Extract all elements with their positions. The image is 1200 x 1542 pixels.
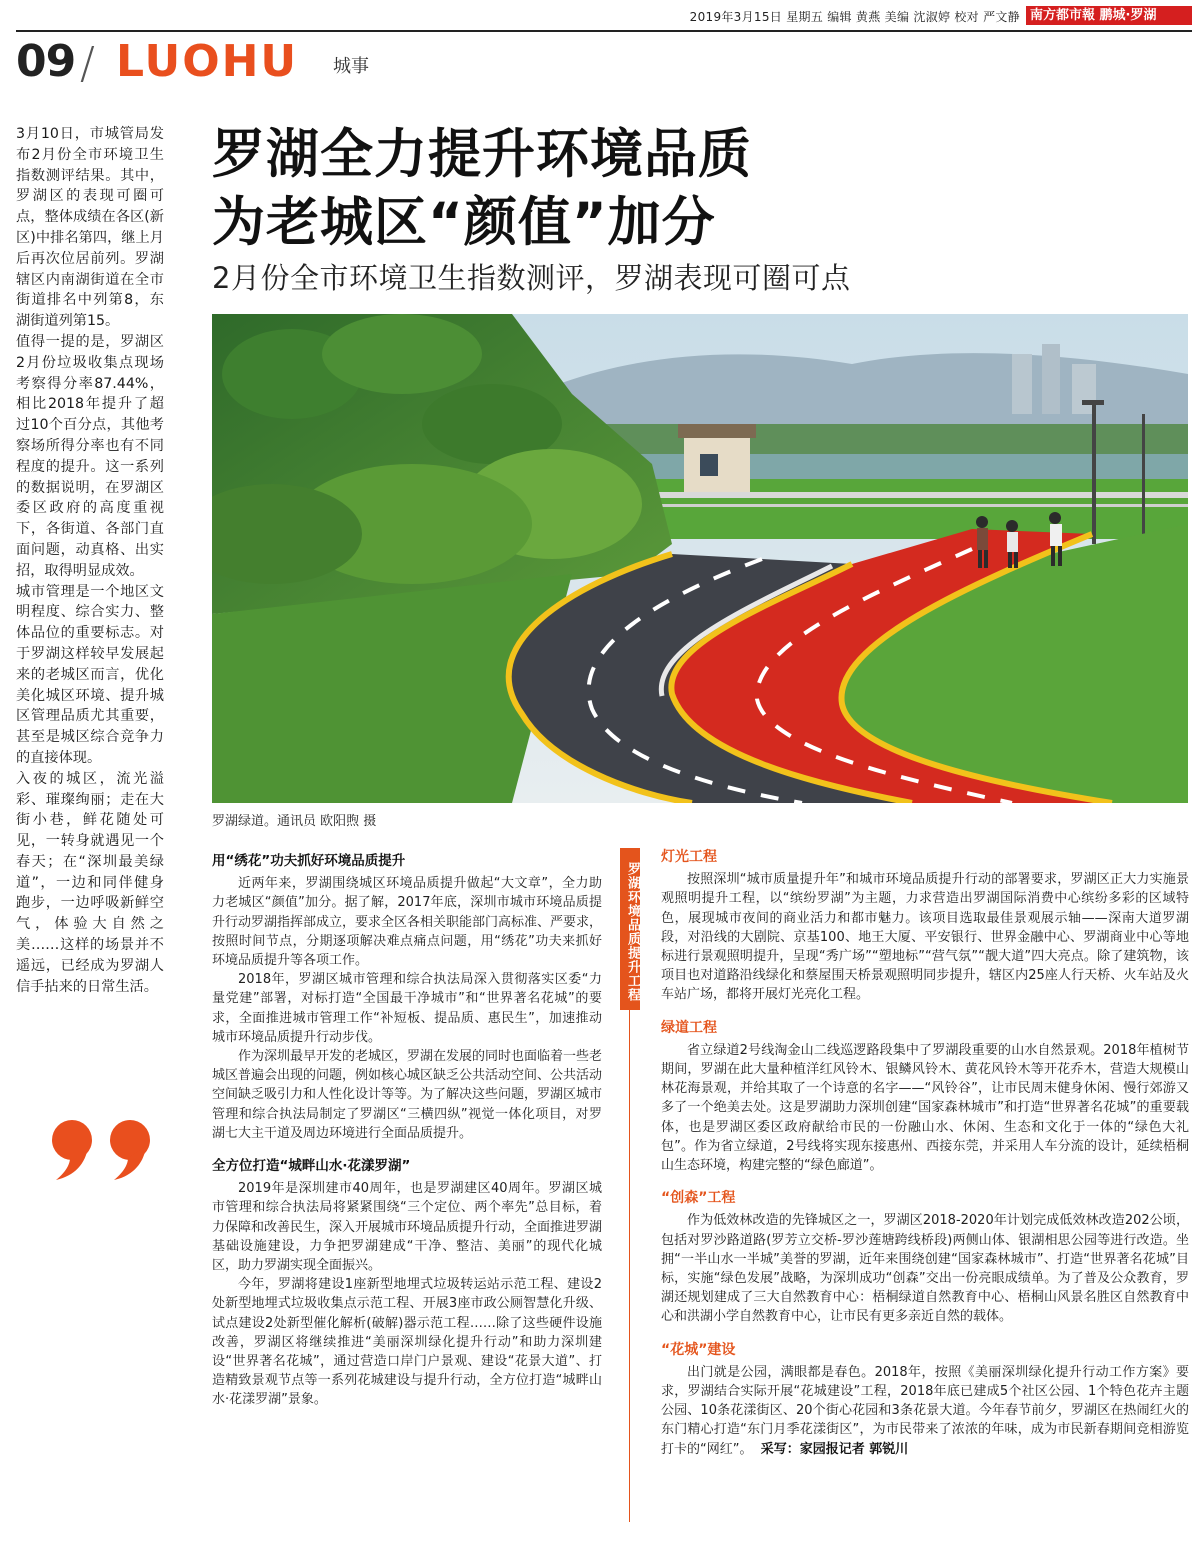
subsection-flower-city [661,1341,1189,1459]
body-paragraph: 按照深圳“城市质量提升年”和城市环境品质提升行动的部署要求，罗湖区正大力实施景观照明提升工程，以“缤纷罗湖”为主题，力求营造出罗湖国际消费中心缤纷多彩的区域特色，展现城市夜间的商业活力和都市魅力。该项目选取最佳景观展示轴——深南大道罗湖段，对沿线的大剧院、京基100、地王大厦、平安银行、世界金融中心、罗湖商业中心等地标进行景观照明提升，呈现“秀广场”“塑地标”“营气氛”“靓大道”四大亮点。除了建筑物，该项目也对道路沿线绿化和蔡屋围天桥景观照明同步提升，辖区内25座人行天桥、火车站及火车站广场，都将开展灯光亮化工程。 [661,872,1189,1003]
body-paragraph [661,1363,1189,1459]
header-rule [16,30,1192,32]
sidebar-paragraph: 3月10日，市城管局发布2月份全市环境卫生指数测评结果。其中，罗湖区的表现可圈可点，整体成绩在各区(新区)中排名第四，继上月后再次位居前列。罗湖辖区内南湖街道在全市街道排名中列第8，东湖街道列第15。 [16,126,164,330]
subsection-heading: 绿道工程 [661,1019,717,1036]
headline-line-2: 为老城区“颜值”加分 [212,192,716,253]
intro-sidebar [16,124,164,997]
column-divider [629,1010,630,1522]
headline-line-1: 罗湖全力提升环境品质 [212,124,752,185]
body-paragraph: 作为深圳最早开发的老城区，罗湖在发展的同时也面临着一些老城区普遍会出现的问题，例如核心城区缺乏公共活动空间、公共活动空间缺乏吸引力和人性化设计等等。为了解决这些问题，罗湖区城市管理和综合执法局制定了罗湖区“三横四纵”视觉一体化项目，对罗湖七大主干道及周边环境进行全面品质提升。 [212,1049,603,1141]
greenway-photo [212,314,1188,803]
photo-caption: 罗湖绿道。通讯员 欧阳煦 摄 [212,814,377,829]
slash-divider: / [80,38,95,89]
issue-meta: 2019年3月15日 星期五 编辑 黄燕 美编 沈淑婷 校对 严文静 [689,10,1020,24]
subsection-heading: “创森”工程 [661,1190,736,1207]
section-heading: 全方位打造“城畔山水·花漾罗湖” [212,1158,411,1175]
article-column-middle [212,852,602,1410]
subsection-lighting [661,848,1189,1005]
page-number: 09 [16,36,76,87]
sidebar-paragraph: 值得一提的是，罗湖区2月份垃圾收集点现场考察得分率87.44%，相比2018年提升了超过10个百分点，其他考察场所得分率也有不同程度的提升。这一系列的数据说明，在罗湖区委区政府的高度重视下，各街道、各部门直面问题，动真格、出实招，取得明显成效。 [16,333,164,579]
body-text: 出门就是公园，满眼都是春色。2018年，按照《美丽深圳绿化提升行动工作方案》要求，罗湖结合实际开展“花城建设”工程，2018年底已建成5个社区公园、1个特色花卉主题公园、10条花漾街区、20个街心花园和3条花景大道。今年春节前夕，罗湖区在热闹红火的东门精心打造“东门月季花漾街区”，为市民带来了浓浓的年味，成为市民新春期间竞相游览打卡的“网红”。 [661,1364,1189,1457]
subsection-greenway [661,1019,1189,1176]
section-title-cn: 城事 [333,56,369,77]
article-column-right [661,848,1189,1473]
subsection-forest [661,1189,1189,1326]
subsection-heading: “花城”建设 [661,1341,736,1358]
top-strip [0,0,1200,30]
subheadline: 2月份全市环境卫生指数测评，罗湖表现可圈可点 [212,261,851,295]
byline: 采写：家园报记者 郭锐川 [760,1441,909,1457]
body-paragraph: 省立绿道2号线淘金山二线巡逻路段集中了罗湖段重要的山水自然景观。2018年植树节期间，罗湖在此大量种植洋红风铃木、银鳞风铃木、黄花风铃木等开花乔木，营造大规模山林花海景观，并给其取了一个诗意的名字——“风铃谷”，让市民周末健身休闲、慢行郊游又多了一个绝美去处。这是罗湖助力深圳创建“国家森林城市”和打造“世界著名花城”的重要载体，也是罗湖区委区政府献给市民的一份融山水、休闲、生态和文化于一体的“绿色大礼包”。作为省立绿道，2号线将实现东接惠州、西接东莞，并采用人车分流的设计，延续梧桐山生态环境，构建完整的“绿色廊道”。 [661,1042,1189,1174]
body-paragraph: 今年，罗湖将建设1座新型地埋式垃圾转运站示范工程、建设2处新型地埋式垃圾收集点示范工程、开展3座市政公厕智慧化升级、试点建设2处新型催化解析(破解)器示范工程……除了这些硬件设施改善，罗湖区将继续推进“美丽深圳绿化提升行动”和助力深圳建设“世界著名花城”，通过营造口岸门户景观、建设“花景大道”、打造精致景观节点等一系列花城建设与提升行动，全方位打造“城畔山水·花漾罗湖”景象。 [212,1277,602,1408]
body-paragraph: 作为低效林改造的先锋城区之一，罗湖区2018-2020年计划完成低效林改造202公顷，包括对罗沙路道路(罗芳立交桥-罗沙莲塘跨线桥段)两侧山体、银湖相思公园等进行改造。坐拥“一半山水一半城”美誉的罗湖，近年来围绕创建“国家森林城市”、打造“世界著名花城”目标，实施“绿色发展”战略，为深圳成功“创森”交出一份亮眼成绩单。为了普及公众教育，罗湖还规划建成了三大自然教育中心：梧桐绿道自然教育中心、梧桐山风景名胜区自然教育中心和洪湖小学自然教育中心，让市民有更多亲近自然的载体。 [661,1213,1189,1325]
body-paragraph: 2018年，罗湖区城市管理和综合执法局深入贯彻落实区委“力量党建”部署，对标打造“全国最干净城市”和“世界著名花城”的要求，全面推进城市管理工作“补短板、提品质、惠民生”，加速推动城市环境品质提升行动步伐。 [212,972,602,1045]
subsection-heading: 灯光工程 [661,849,717,865]
newspaper-logo: 南方都市報 鹏城·罗湖 [1026,6,1192,25]
quote-mark-icon [48,1118,160,1182]
vertical-section-label: 罗湖环境品质提升工程 [620,848,640,1010]
sidebar-paragraph: 城市管理是一个地区文明程度、综合实力、整体品位的重要标志。对于罗湖这样较早发展起来的老城区而言，优化美化城区环境、提升城区管理品质尤其重要，甚至是城区综合竞争力的直接体现。 [16,583,164,766]
body-paragraph: 近两年来，罗湖围绕城区环境品质提升做起“大文章”，全力助力老城区“颜值”加分。据了解，2017年底，深圳市城市环境品质提升行动罗湖指挥部成立，要求全区各相关职能部门高标准、严要求，按照时间节点，分期逐项解决难点痛点问题，用“绣花”功夫来抓好环境品质提升等各项工作。 [212,876,603,969]
body-paragraph: 2019年是深圳建市40周年，也是罗湖建区40周年。罗湖区城市管理和综合执法局将紧紧围绕“三个定位、两个率先”总目标，着力保障和改善民生，深入开展城市环境品质提升行动，全面推进罗湖基础设施建设，力争把罗湖建成“干净、整洁、美丽”的现代化城区，助力罗湖实现全面振兴。 [212,1181,603,1274]
section-heading: 用“绣花”功夫抓好环境品质提升 [212,853,406,869]
sidebar-paragraph: 入夜的城区，流光溢彩、璀璨绚丽；走在大街小巷，鲜花随处可见，一转身就遇见一个春天；在“深圳最美绿道”，一边和同伴健身跑步，一边呼吸新鲜空气，体验大自然之美……这样的场景并不遥远，已经成为罗湖人信手拈来的日常生活。 [16,770,164,995]
section-title-en: LUOHU [116,36,299,87]
